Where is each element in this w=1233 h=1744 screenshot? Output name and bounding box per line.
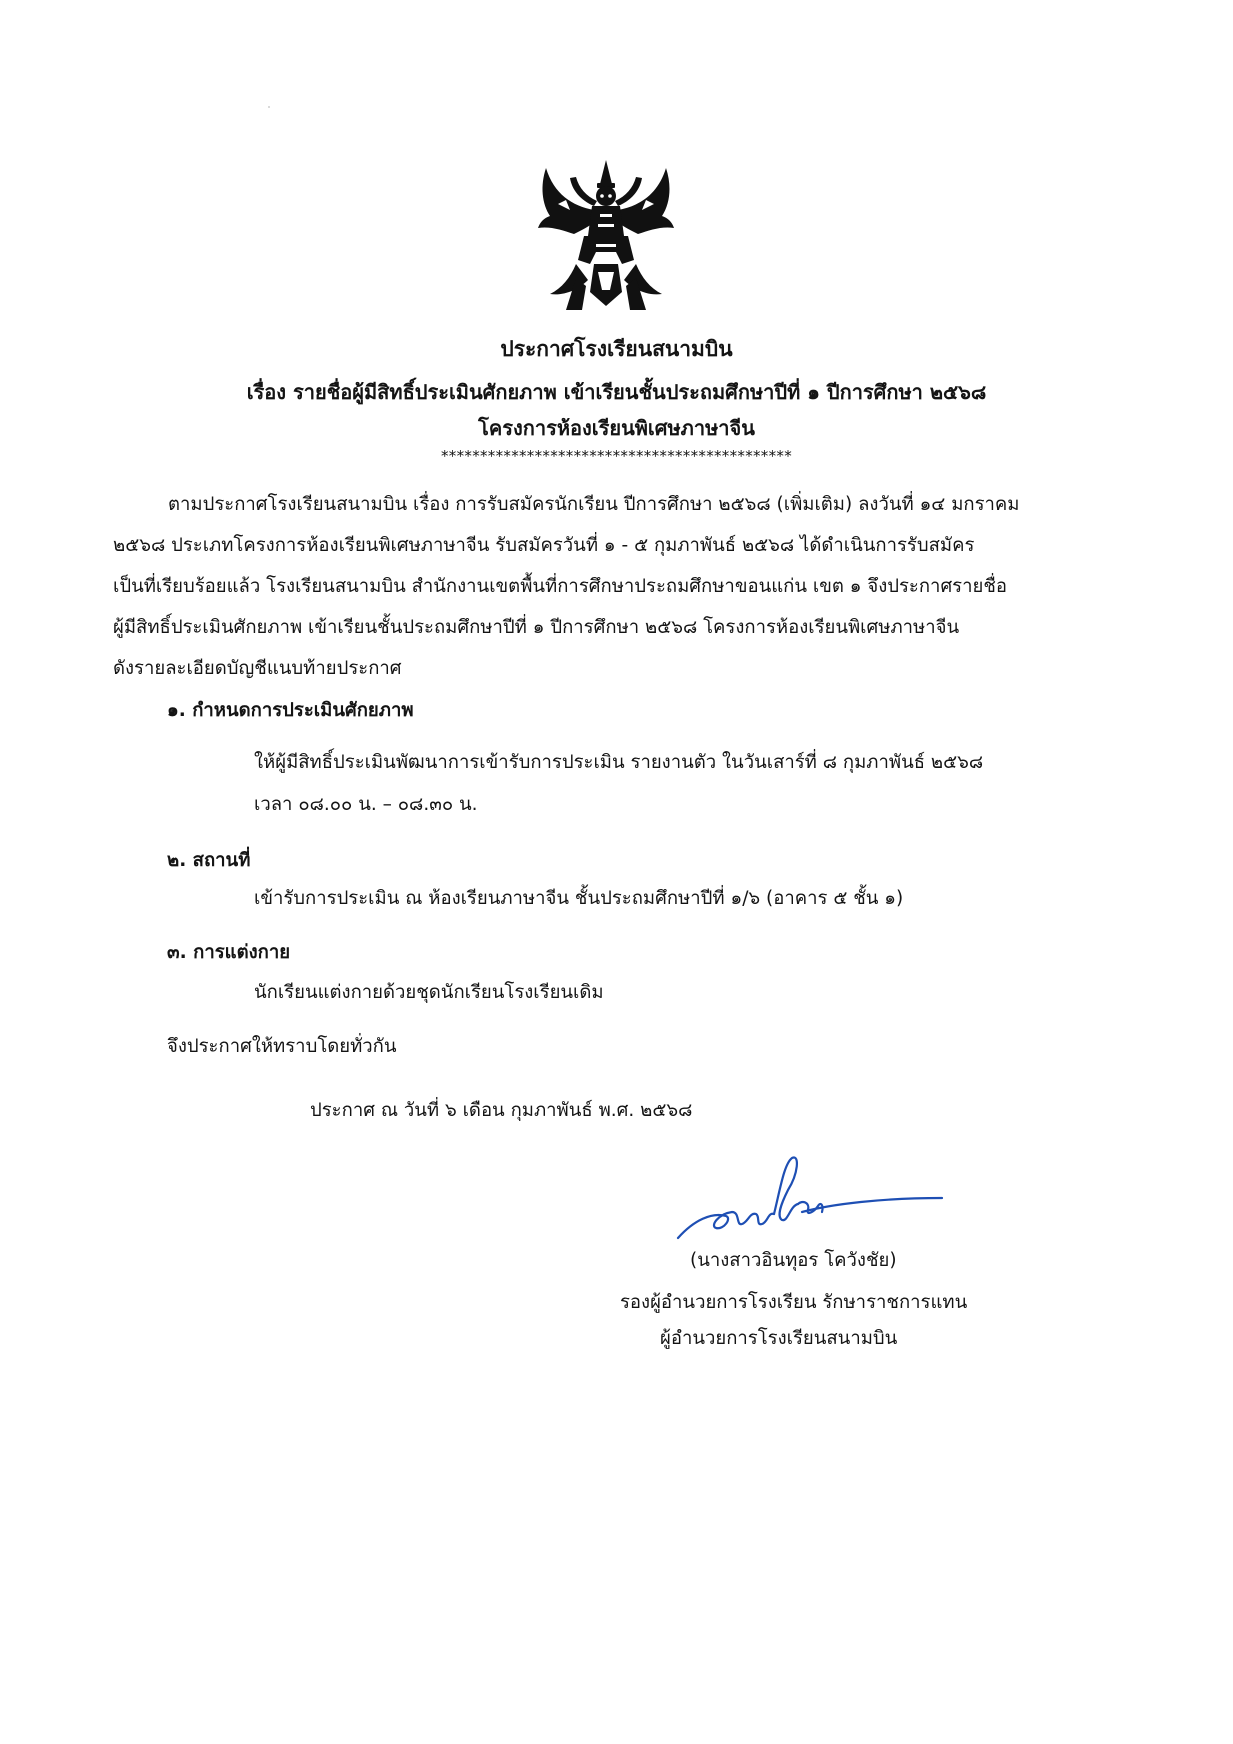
section-heading-venue: ๒. สถานที่ [167,850,251,871]
body-line: ดังรายละเอียดบัญชีแนบท้ายประกาศ [113,658,402,679]
garuda-emblem-icon [536,160,676,312]
document-subject: เรื่อง รายชื่อผู้มีสิทธิ์ประเมินศักยภาพ เข้าเรียนชั้นประถมศึกษาปีที่ ๑ ปีการศึกษา ๒๕๖๘ [246,380,987,404]
handwritten-signature [672,1150,947,1250]
section-line: นักเรียนแต่งกายด้วยชุดนักเรียนโรงเรียนเดิม [254,982,604,1003]
signer-position-2: ผู้อำนวยการโรงเรียนสนามบิน [660,1328,898,1349]
document-title: ประกาศโรงเรียนสนามบิน [500,337,733,361]
section-heading-dress: ๓. การแต่งกาย [167,942,291,963]
section-line: ให้ผู้มีสิทธิ์ประเมินพัฒนาการเข้ารับการประเมิน รายงานตัว ในวันเสาร์ที่ ๘ กุมภาพันธ์ ๒๕๖๘ [254,752,984,773]
section-heading-schedule: ๑. กำหนดการประเมินศักยภาพ [167,700,414,721]
body-line: ตามประกาศโรงเรียนสนามบิน เรื่อง การรับสมัครนักเรียน ปีการศึกษา ๒๕๖๘ (เพิ่มเติม) ลงวันที่ ๑๔ มกราคม [168,494,1020,515]
separator-stars: ********************************************* [441,447,792,465]
section-line: เข้ารับการประเมิน ณ ห้องเรียนภาษาจีน ชั้นประถมศึกษาปีที่ ๑/๖ (อาคาร ๕ ชั้น ๑) [254,888,904,909]
body-line: ๒๕๖๘ ประเภทโครงการห้องเรียนพิเศษภาษาจีน รับสมัครวันที่ ๑ - ๕ กุมภาพันธ์ ๒๕๖๘ ได้ดำเนินการรับสมัคร [113,535,975,556]
section-line: เวลา ๐๘.๐๐ น. – ๐๘.๓๐ น. [254,794,478,815]
body-line: เป็นที่เรียบร้อยแล้ว โรงเรียนสนามบิน สำนักงานเขตพื้นที่การศึกษาประถมศึกษาขอนแก่น เขต ๑ จึงประกาศรายชื่อ [113,576,1008,597]
closing-line: จึงประกาศให้ทราบโดยทั่วกัน [167,1036,397,1057]
document-project: โครงการห้องเรียนพิเศษภาษาจีน [478,416,755,440]
signer-name: (นางสาวอินทุอร โควังชัย) [690,1250,897,1271]
scan-speck [268,106,270,108]
body-paragraph [113,484,1118,689]
signer-position: รองผู้อำนวยการโรงเรียน รักษาราชการแทน [620,1292,968,1313]
body-line: ผู้มีสิทธิ์ประเมินศักยภาพ เข้าเรียนชั้นประถมศึกษาปีที่ ๑ ปีการศึกษา ๒๕๖๘ โครงการห้องเรียนพิเศษภาษาจีน [113,617,960,638]
date-line: ประกาศ ณ วันที่ ๖ เดือน กุมภาพันธ์ พ.ศ. ๒๕๖๘ [310,1100,693,1121]
